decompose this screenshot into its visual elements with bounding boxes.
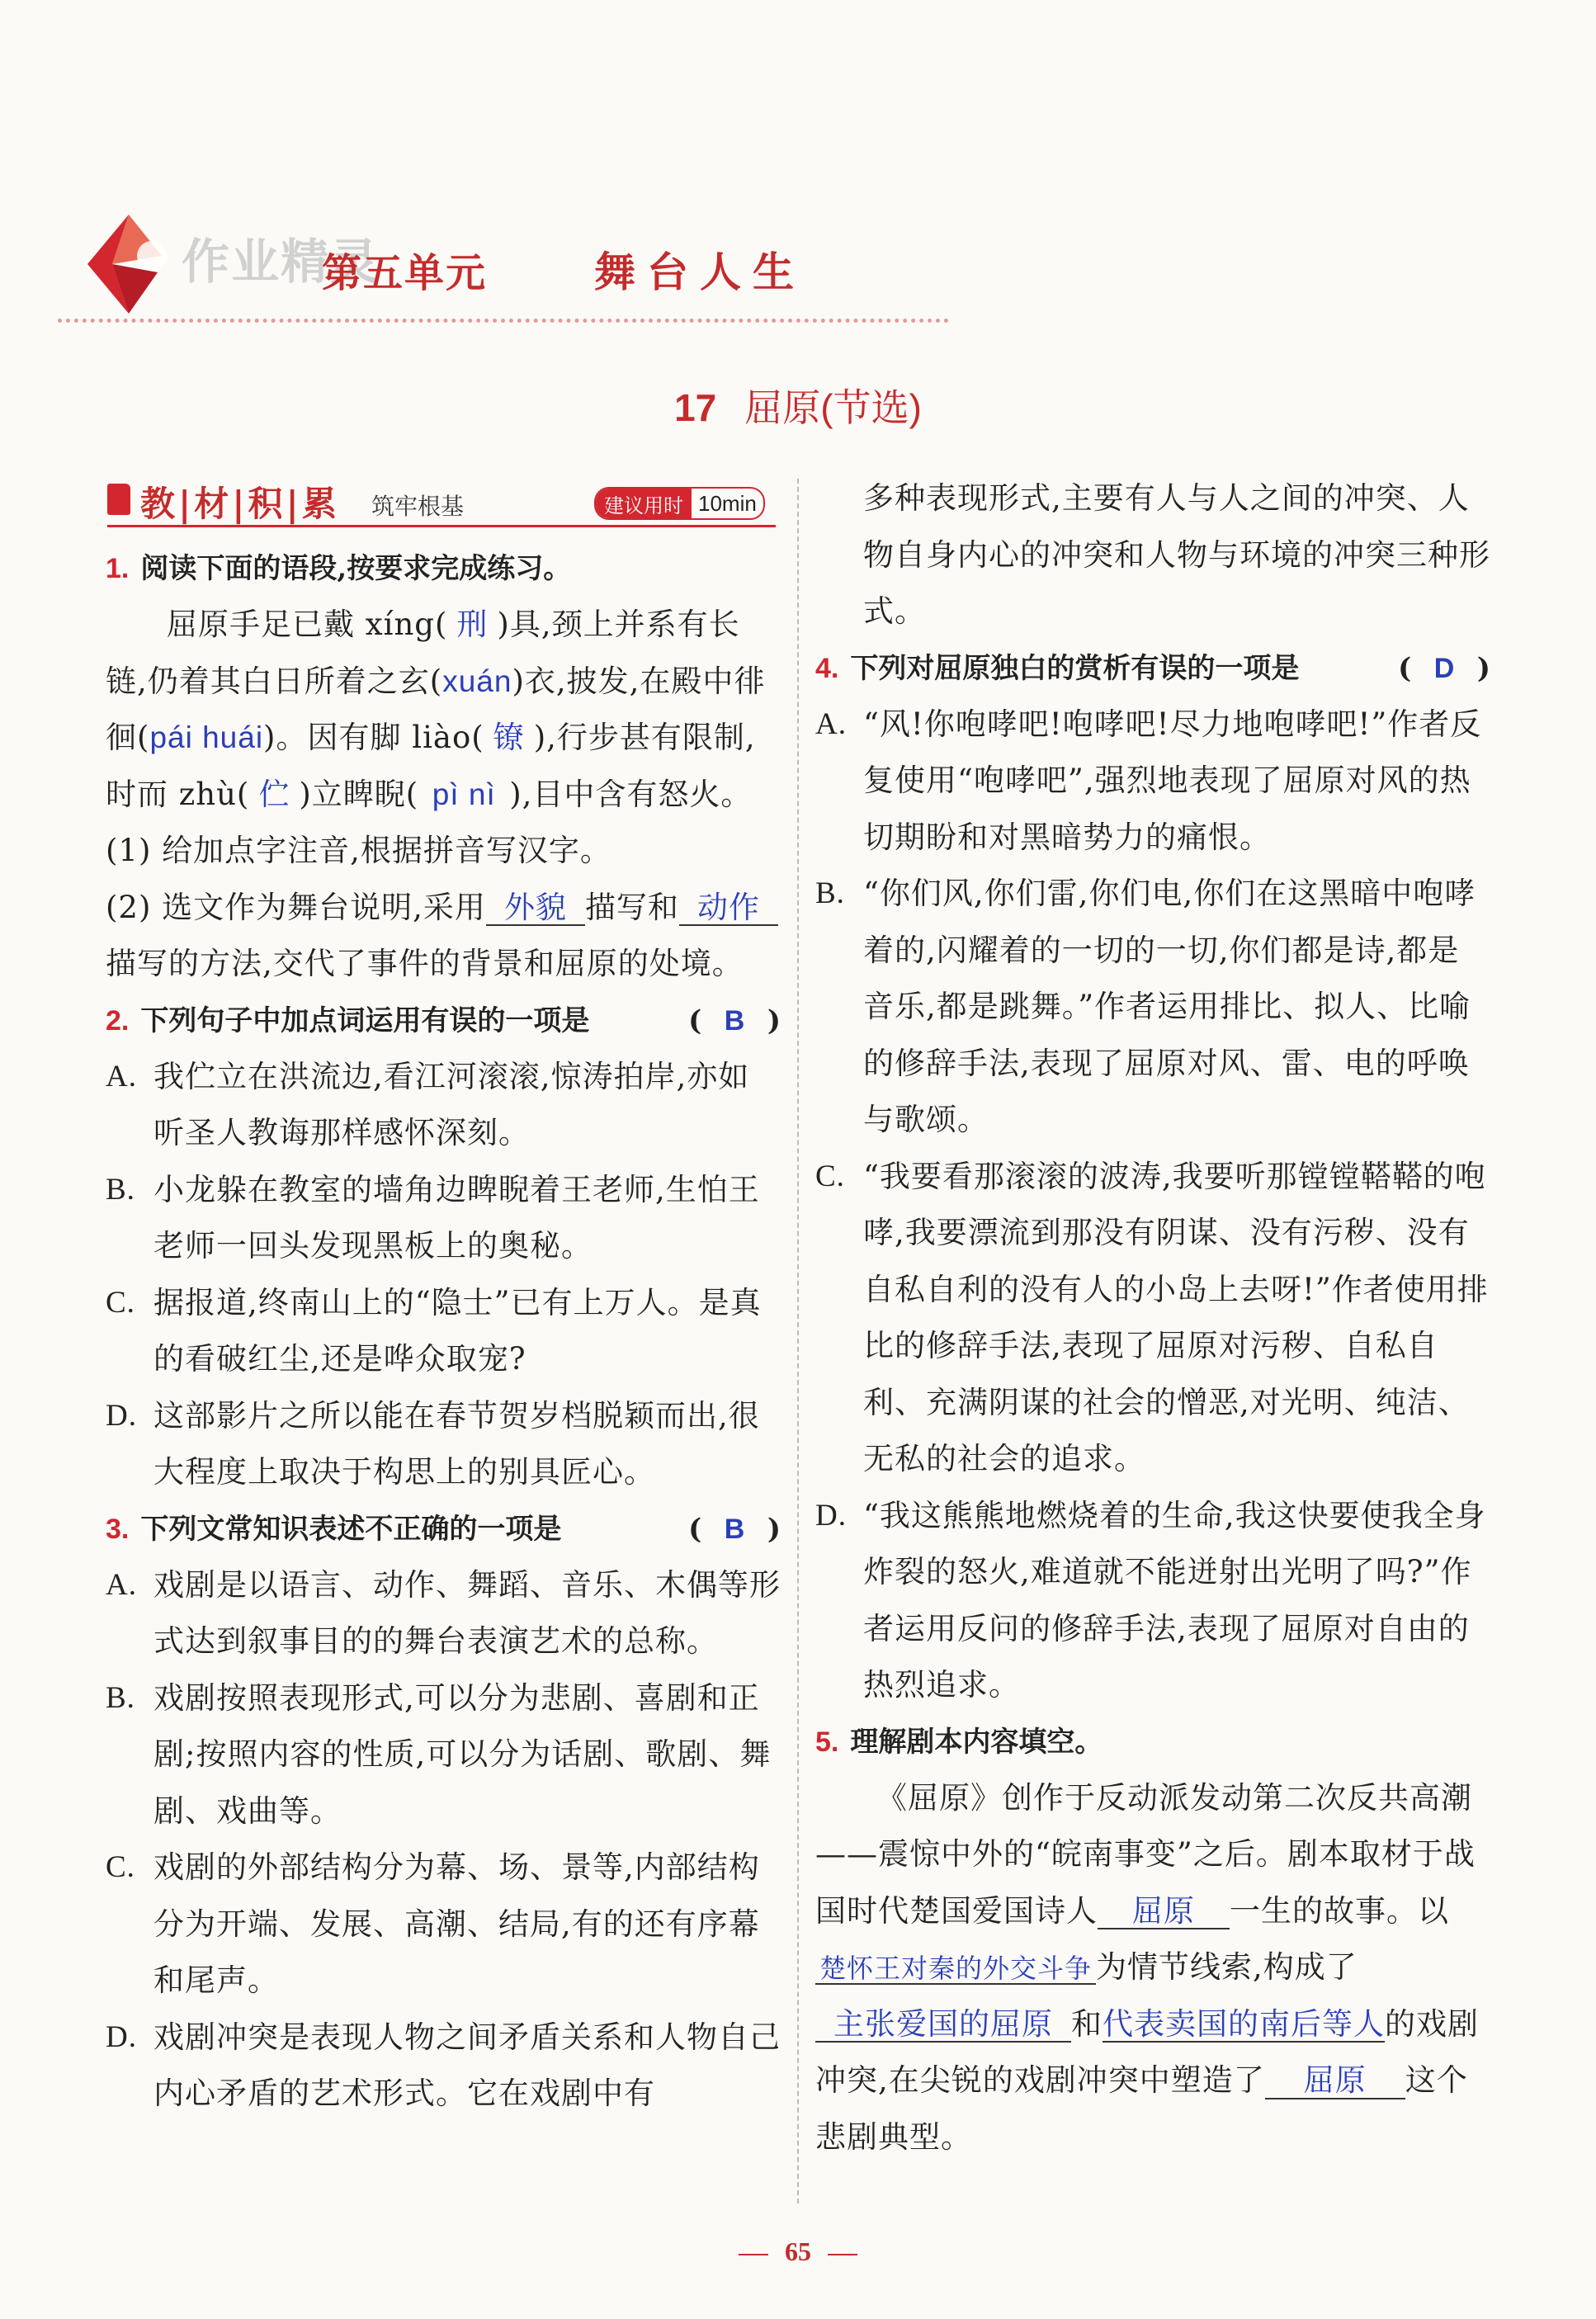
q2-answer-paren: ( B ) — [688, 993, 781, 1049]
section-header — [107, 477, 776, 527]
q3-option-c — [106, 1840, 781, 2010]
q5-passage-part: 和 — [1071, 2005, 1103, 2042]
option-label: B. — [106, 1172, 135, 1207]
left-column — [106, 541, 781, 2123]
option-label: D. — [815, 1498, 847, 1533]
q5-blank2[interactable]: 楚怀王对秦的外交斗争 — [815, 1954, 1096, 1985]
q5-passage-part: 为情节线索,构成了 — [1096, 1949, 1358, 1985]
option-label: D. — [106, 2019, 137, 2054]
section-underline — [107, 525, 776, 527]
q1-passage-part: )立睥睨( — [299, 776, 419, 812]
q5-blank3[interactable]: 主张爱国的屈原 — [815, 2008, 1071, 2043]
q3-number: 3. — [106, 1513, 130, 1545]
q3-option-a — [106, 1557, 781, 1670]
q3-option-d — [106, 2010, 781, 2123]
q1-sub2 — [106, 880, 781, 993]
q1-answer-zhu: 伫 — [258, 777, 290, 811]
lesson-name: 屈原(节选) — [744, 386, 922, 429]
option-text: “风!你咆哮吧!咆哮吧!尽力地咆哮吧!”作者反复使用“咆哮吧”,强烈地表现了屈原对风的热切期盼和对黑暗势力的痛恨。 — [863, 706, 1482, 855]
unit-banner — [25, 206, 982, 330]
q1-answer-pini: pì nì — [432, 777, 496, 811]
lesson-title — [0, 378, 1596, 432]
option-label: B. — [106, 1680, 135, 1715]
watermark-text: 作业精灵 — [182, 235, 380, 289]
section-sub: 筑牢根基 — [371, 493, 465, 520]
q5-number: 5. — [815, 1726, 839, 1758]
q3-stem-text: 下列文常知识表述不正确的一项是 — [140, 1512, 562, 1546]
option-text: 戏剧冲突是表现人物之间矛盾关系和人物自己内心矛盾的艺术形式。它在戏剧中有 — [153, 2019, 781, 2111]
unit-label: 第五单元 — [322, 250, 488, 296]
q1-answer-paihuai: pái huái — [149, 720, 264, 754]
q3-answer: B — [724, 1513, 745, 1545]
right-column — [815, 470, 1490, 2166]
q3-stem — [106, 1501, 781, 1557]
q3-option-b — [106, 1670, 781, 1840]
option-label: C. — [815, 1159, 845, 1193]
option-text: 戏剧是以语言、动作、舞蹈、音乐、木偶等形式达到叙事目的的舞台表演艺术的总称。 — [153, 1566, 781, 1659]
q1-sub2-text: 描写的方法,交代了事件的背景和屈原的处境。 — [106, 946, 744, 981]
q1-passage-part: 屈原手足已戴 xíng( — [167, 607, 448, 642]
q2-option-d — [106, 1388, 781, 1501]
column-divider — [797, 479, 799, 2203]
q1-sub2-text: 描写和 — [584, 889, 679, 925]
q1-passage-part: ),目中含有怒火。 — [509, 776, 753, 812]
book-icon — [107, 484, 130, 515]
q1-passage-part: )具,颈上并系有长链,仍着其白日所着之玄( — [106, 607, 740, 699]
q4-answer: D — [1433, 652, 1455, 684]
lesson-number: 17 — [674, 386, 717, 429]
q4-answer-paren: ( D ) — [1398, 640, 1490, 697]
q1-stem-text: 阅读下面的语段,按要求完成练习。 — [140, 552, 572, 585]
q4-stem-text: 下列对屈原独白的赏析有误的一项是 — [850, 651, 1300, 685]
option-text: “你们风,你们雷,你们电,你们在这黑暗中咆哮着的,闪耀着的一切的一切,你们都是诗,都是音乐,都是跳舞。”作者运用排比、拟人、比喻的修辞手法,表现了屈原对风、雷、电的呼唤与歌颂。 — [863, 876, 1476, 1137]
q1-answer-xuan: xuán — [442, 664, 512, 698]
option-text: 据报道,终南山上的“隐士”已有上万人。是真的看破红尘,还是哗众取宠? — [153, 1284, 762, 1377]
banner-dotted-line — [58, 319, 949, 323]
time-label: 建议用时 — [596, 488, 692, 520]
q1-answer-liao: 镣 — [493, 720, 525, 754]
q4-number: 4. — [815, 652, 839, 684]
q2-number: 2. — [106, 1004, 130, 1037]
q1-stem — [106, 541, 781, 597]
q4-option-c — [815, 1149, 1490, 1488]
q1-answer-xing: 刑 — [456, 607, 489, 641]
q2-stem — [106, 993, 781, 1049]
q5-blank5[interactable]: 屈原 — [1265, 2064, 1405, 2099]
q5-passage-part: 一生的故事。以 — [1230, 1892, 1449, 1929]
option-label: A. — [106, 1059, 137, 1093]
q1-passage-part: )衣,披发,在殿中徘徊( — [106, 663, 766, 755]
q5-blank1[interactable]: 屈原 — [1098, 1895, 1230, 1930]
q1-passage-part: )。因有脚 liào( — [263, 720, 484, 755]
q2-stem-text: 下列句子中加点词运用有误的一项是 — [140, 1004, 590, 1037]
q5-stem-text: 理解剧本内容填空。 — [850, 1725, 1103, 1759]
option-text: 这部影片之所以能在春节贺岁档脱颖而出,很大程度上取决于构思上的别具匠心。 — [153, 1397, 760, 1490]
option-label: A. — [815, 706, 847, 741]
q5-passage-part: 《屈原》创作于反动派发动第二次反共高潮——震惊中外的“皖南事变”之后。剧本取材于战国时代楚国爱国诗人 — [815, 1779, 1476, 1929]
page-footer — [0, 2236, 1596, 2267]
option-label: C. — [106, 1285, 135, 1320]
q5-blank4[interactable]: 代表卖国的南后等人 — [1103, 2008, 1385, 2043]
q3-answer-paren: ( B ) — [688, 1501, 781, 1557]
page-number: 65 — [785, 2236, 811, 2266]
option-label: A. — [106, 1567, 137, 1602]
q2-option-a — [106, 1049, 781, 1162]
option-text: “我这熊熊地燃烧着的生命,我这快要使我全身炸裂的怒火,难道就不能迸射出光明了吗?”作者运用反问的修辞手法,表现了屈原对自由的热烈追求。 — [863, 1497, 1486, 1703]
q3-option-d-continuation: 多种表现形式,主要有人与人之间的冲突、人物自身内心的冲突和人物与环境的冲突三种形式。 — [863, 480, 1490, 629]
q5-stem — [815, 1714, 1490, 1770]
unit-title: 舞台人生 — [594, 248, 805, 296]
banner-logo-icon — [54, 206, 187, 322]
q2-option-c — [106, 1275, 781, 1388]
q5-passage-part: 的戏剧冲突,在尖锐的戏剧冲突中塑造了 — [815, 2005, 1479, 2098]
q4-option-d — [815, 1488, 1490, 1714]
option-label: D. — [106, 1398, 137, 1433]
q5-passage — [815, 1770, 1490, 2166]
option-text: “我要看那滚滚的波涛,我要听那镗镗鞳鞳的咆哮,我要漂流到那没有阴谋、没有污秽、没有自私自利的没有人的小岛上去呀!”作者使用排比的修辞手法,表现了屈原对污秽、自私自利、充满阴谋的社会的憎恶,对光明、纯洁、无私的社会的追求。 — [863, 1158, 1489, 1476]
option-label: C. — [106, 1850, 135, 1884]
q1-sub1: (1) 给加点字注音,根据拼音写汉字。 — [106, 833, 611, 868]
q5-passage-part: 这个悲剧典型。 — [815, 2062, 1468, 2155]
section-name: 教|材|积|累 — [140, 484, 340, 524]
q1-sub2-blank2[interactable]: 动作 — [679, 891, 778, 927]
option-text: 戏剧的外部结构分为幕、场、景等,内部结构分为开端、发展、高潮、结局,有的还有序幕和尾声。 — [153, 1849, 760, 1998]
q1-sub2-text: (2) 选文作为舞台说明,采用 — [106, 889, 486, 925]
q1-sub2-blank1[interactable]: 外貌 — [486, 891, 585, 927]
q4-option-b — [815, 866, 1490, 1149]
time-value: 10min — [698, 490, 757, 516]
option-text: 戏剧按照表现形式,可以分为悲剧、喜剧和正剧;按照内容的性质,可以分为话剧、歌剧、舞剧、戏曲等。 — [153, 1679, 772, 1829]
q2-option-b — [106, 1162, 781, 1275]
q1-number: 1. — [106, 553, 130, 584]
footer-dash-left — [739, 2254, 768, 2255]
option-text: 小龙躲在教室的墙角边睥睨着王老师,生怕王老师一回头发现黑板上的奥秘。 — [153, 1171, 760, 1263]
time-badge — [594, 487, 765, 520]
footer-dash-right — [828, 2254, 857, 2255]
q4-stem — [815, 640, 1490, 697]
option-text: 我伫立在洪流边,看江河滚滚,惊涛拍岸,亦如听圣人教诲那样感怀深刻。 — [153, 1058, 750, 1150]
q1-passage — [106, 597, 781, 823]
q1-passage-part: ),行步甚有限制,时而 zhù( — [106, 720, 756, 812]
q2-answer: B — [724, 1004, 745, 1037]
q4-option-a — [815, 697, 1490, 867]
option-label: B. — [815, 876, 845, 910]
